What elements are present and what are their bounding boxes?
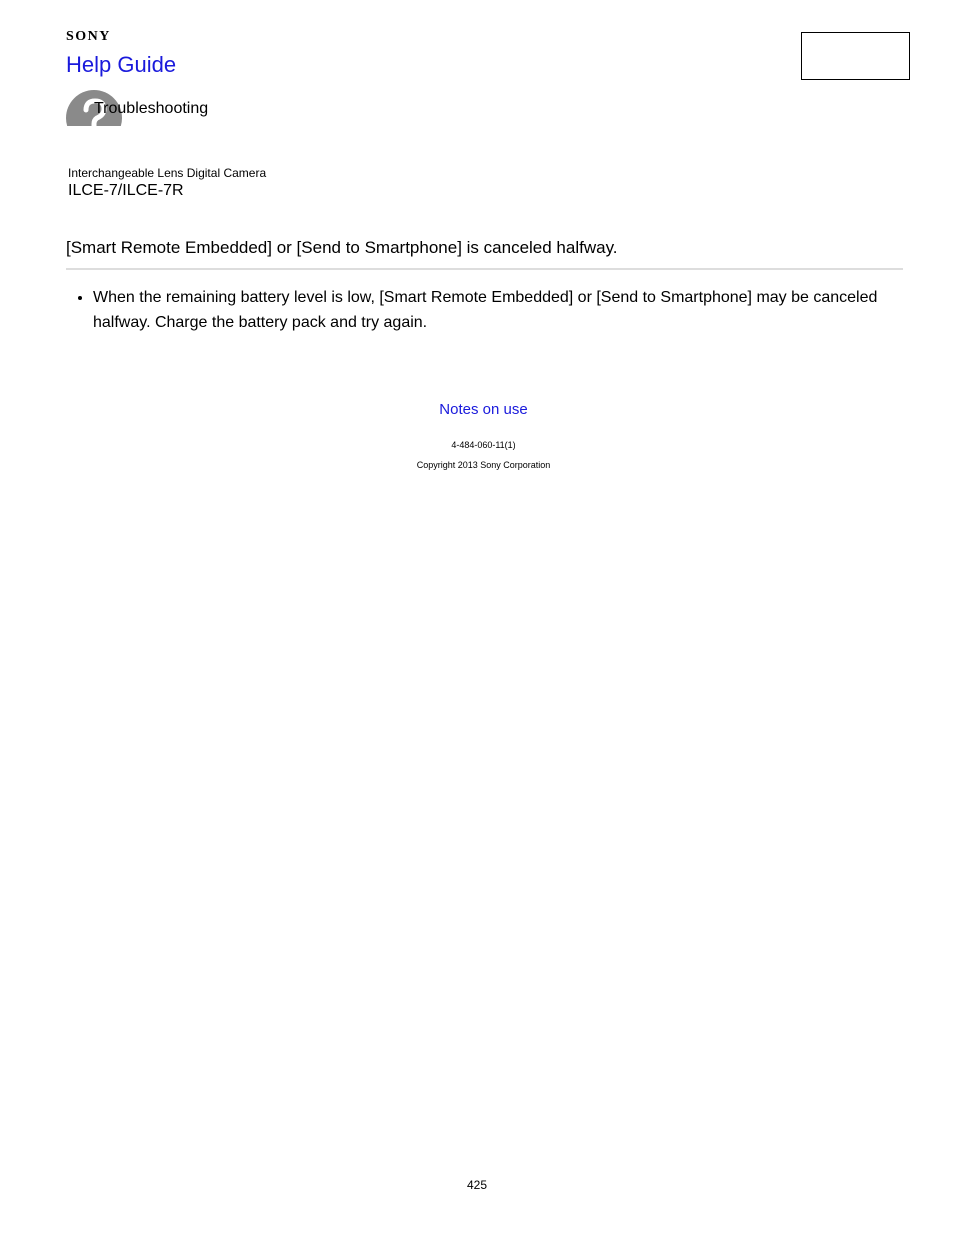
model-name: ILCE-7/ILCE-7R [68, 182, 184, 199]
notes-on-use-link[interactable]: Notes on use [439, 401, 528, 418]
list-item: • When the remaining battery level is low, [Smart Remote Embedded] or [Send to Smartphone] may be canceled halfway. Charge the battery pack and try again. [93, 285, 883, 335]
bullet-list [66, 285, 883, 335]
document-number: 4-484-060-11(1) [451, 440, 516, 450]
copyright: Copyright 2013 Sony Corporation [416, 460, 551, 470]
help-guide-link[interactable]: Help Guide [66, 52, 177, 77]
sony-logo: SONY [66, 29, 111, 44]
search-box[interactable] [801, 32, 910, 80]
product-type: Interchangeable Lens Digital Camera [68, 166, 267, 180]
page-number: 425 [466, 1178, 488, 1192]
category-label: Troubleshooting [94, 100, 209, 117]
page-title: [Smart Remote Embedded] or [Send to Smartphone] is canceled halfway. [66, 238, 903, 270]
